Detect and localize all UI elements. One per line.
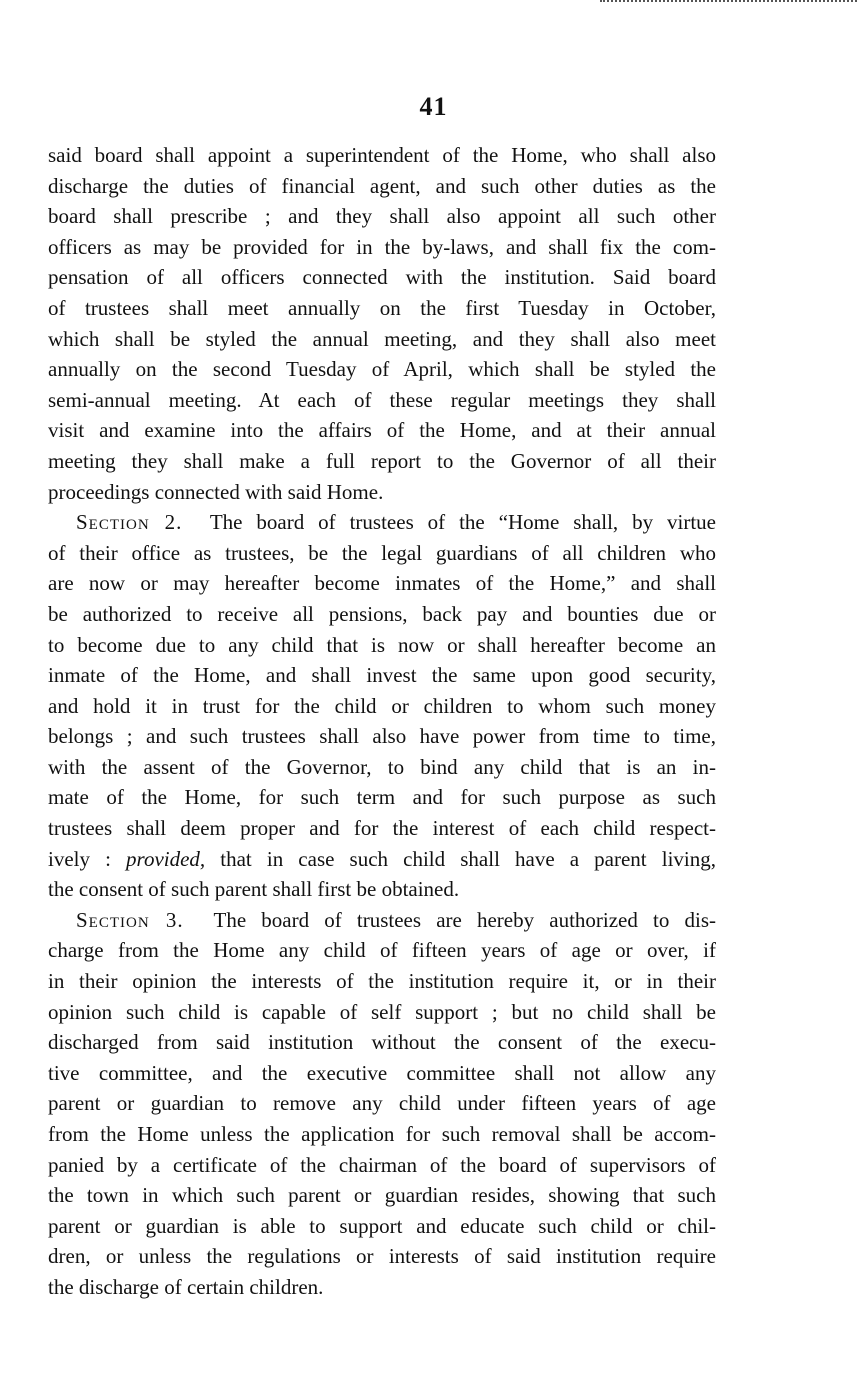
text-line: panied by a certificate of the chairman of the board of supervisors of — [48, 1152, 716, 1177]
text-line: semi-annual meeting. At each of these regular meetings they shall — [48, 387, 716, 412]
text-line: tive committee, and the executive committee shall not allow any — [48, 1060, 716, 1085]
text-line: meeting they shall make a full report to the Governor of all their — [48, 448, 716, 473]
text-line: visit and examine into the affairs of the Home, and at their annual — [48, 418, 716, 443]
text-line: opinion such child is capable of self support ; but no child shall be — [48, 999, 716, 1024]
text-line — [48, 844, 716, 875]
text-line — [48, 507, 716, 538]
text-line: with the assent of the Governor, to bind any child that is an in- — [48, 754, 716, 779]
text-line: of their office as trustees, be the legal guardians of all children who — [48, 540, 716, 565]
text-line: trustees shall deem proper and for the interest of each child respect- — [48, 816, 716, 841]
text-line: mate of the Home, for such term and for such purpose as such — [48, 785, 716, 810]
text-line: said board shall appoint a superintendent of the Home, who shall also — [48, 143, 716, 167]
text-line: are now or may hereafter become inmates of the Home,” and shall — [48, 571, 716, 596]
body-text — [48, 140, 716, 1303]
text-line: of trustees shall meet annually on the first Tuesday in October, — [48, 295, 716, 320]
text-line: discharged from said institution without the consent of the execu- — [48, 1030, 716, 1055]
text-line: to become due to any child that is now or shall hereafter become an — [48, 632, 716, 657]
text-line: and hold it in trust for the child or children to whom such money — [48, 693, 716, 718]
provided-line-after: that in case such child shall have a parent living, — [205, 846, 717, 871]
section-label: Section 2. — [76, 510, 183, 535]
provided-line-before: ively : — [48, 846, 127, 871]
text-line: charge from the Home any child of fifteen years of age or over, if — [48, 938, 716, 963]
section-2-text: The board of trustees of the “Home shall, by virtue — [209, 510, 716, 535]
paragraph-section-2 — [48, 507, 716, 905]
text-line: proceedings connected with said Home. — [48, 479, 384, 504]
text-line: inmate of the Home, and shall invest the same upon good security, — [48, 663, 716, 688]
text-line: parent or guardian to remove any child under fifteen years of age — [48, 1091, 716, 1116]
provided-italic: provided, — [126, 846, 206, 871]
paragraph-1 — [48, 140, 716, 507]
top-edge-rule — [600, 0, 857, 5]
text-line: officers as may be provided for in the by-laws, and shall fix the com- — [48, 234, 716, 259]
paragraph-section-3 — [48, 905, 716, 1303]
text-line — [48, 905, 716, 936]
page-number: 41 — [419, 92, 448, 121]
text-line: in their opinion the interests of the institution require it, or in their — [48, 969, 716, 994]
text-line: discharge the duties of financial agent, and such other duties as the — [48, 173, 716, 198]
section-label: Section 3. — [76, 907, 184, 932]
text-line: board shall prescribe ; and they shall also appoint all such other — [48, 204, 716, 229]
section-3-text: The board of trustees are hereby authorized to dis- — [213, 907, 717, 932]
text-line: the town in which such parent or guardian resides, showing that such — [48, 1183, 716, 1208]
text-line: from the Home unless the application for such removal shall be accom- — [48, 1122, 716, 1146]
text-line: annually on the second Tuesday of April, which shall be styled the — [48, 357, 716, 382]
text-line: parent or guardian is able to support and educate such child or chil- — [48, 1213, 716, 1238]
text-line: which shall be styled the annual meeting, and they shall also meet — [48, 326, 716, 351]
text-line: the discharge of certain children. — [48, 1274, 324, 1299]
text-line: dren, or unless the regulations or interests of said institution require — [48, 1244, 716, 1269]
text-line: the consent of such parent shall first be obtained. — [48, 877, 460, 902]
text-line: belongs ; and such trustees shall also have power from time to time, — [48, 724, 716, 749]
text-line: be authorized to receive all pensions, back pay and bounties due or — [48, 601, 716, 626]
text-line: pensation of all officers connected with the institution. Said board — [48, 265, 716, 290]
